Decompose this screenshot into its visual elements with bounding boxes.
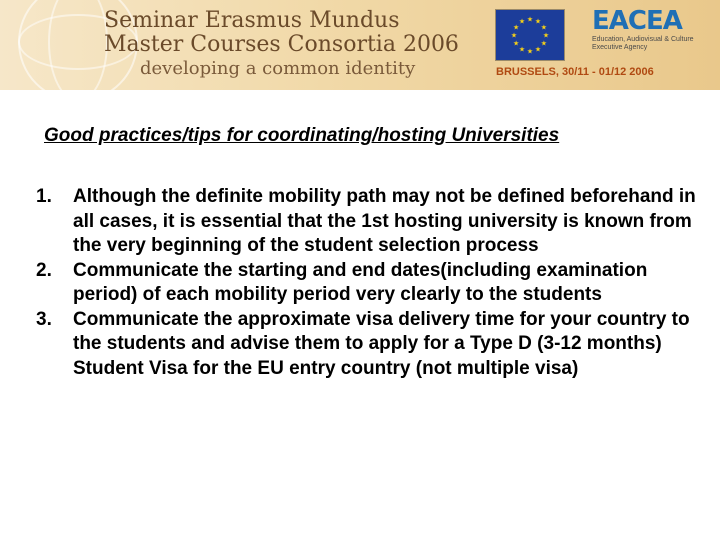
- eacea-logo: [592, 6, 696, 62]
- banner-tagline: developing a common identity: [140, 58, 416, 79]
- tip-text: Communicate the approximate visa delivery time for your country to the students and advise them to apply for a Type D (3-12 months) Student Visa for the EU entry country (not multiple visa): [73, 308, 690, 379]
- eacea-logo-subtitle: Education, Audiovisual & Culture Executive Agency: [592, 36, 694, 51]
- tip-number: 2.: [36, 259, 52, 281]
- tip-item: [36, 259, 708, 308]
- flag-star-icon: ★: [534, 46, 542, 54]
- tips-list: [36, 185, 708, 381]
- flag-star-icon: ★: [510, 32, 518, 40]
- banner-title-line-2: Master Courses Consortia 2006: [104, 32, 459, 57]
- flag-star-icon: ★: [526, 16, 534, 24]
- tip-item: [36, 308, 708, 382]
- tip-item: [36, 185, 708, 259]
- flag-star-icon: ★: [513, 40, 520, 48]
- flag-star-icon: ★: [540, 24, 547, 32]
- eu-flag-icon: [496, 10, 564, 60]
- flag-star-icon: ★: [518, 18, 526, 26]
- banner-title-line-1: Seminar Erasmus Mundus: [104, 8, 400, 33]
- flag-star-icon: ★: [518, 46, 526, 54]
- slide-heading: Good practices/tips for coordinating/hosting Universities: [44, 125, 560, 146]
- tip-text: Communicate the starting and end dates(including examination period) of each mobility period very clearly to the students: [73, 259, 648, 305]
- header-banner: [0, 0, 720, 90]
- tip-number: 3.: [36, 308, 52, 330]
- eacea-logo-mark: EACEA: [592, 6, 682, 36]
- flag-star-icon: ★: [526, 48, 534, 56]
- flag-star-icon: ★: [534, 18, 542, 26]
- tip-text: Although the definite mobility path may not be defined beforehand in all cases, it is essential that the 1st hosting university is known from the very beginning of the student selection process: [73, 186, 696, 256]
- flag-star-icon: ★: [513, 24, 520, 32]
- tip-number: 1.: [36, 186, 52, 207]
- event-date: BRUSSELS, 30/11 - 01/12 2006: [496, 66, 654, 78]
- flag-star-icon: ★: [542, 32, 550, 40]
- flag-star-icon: ★: [540, 40, 547, 48]
